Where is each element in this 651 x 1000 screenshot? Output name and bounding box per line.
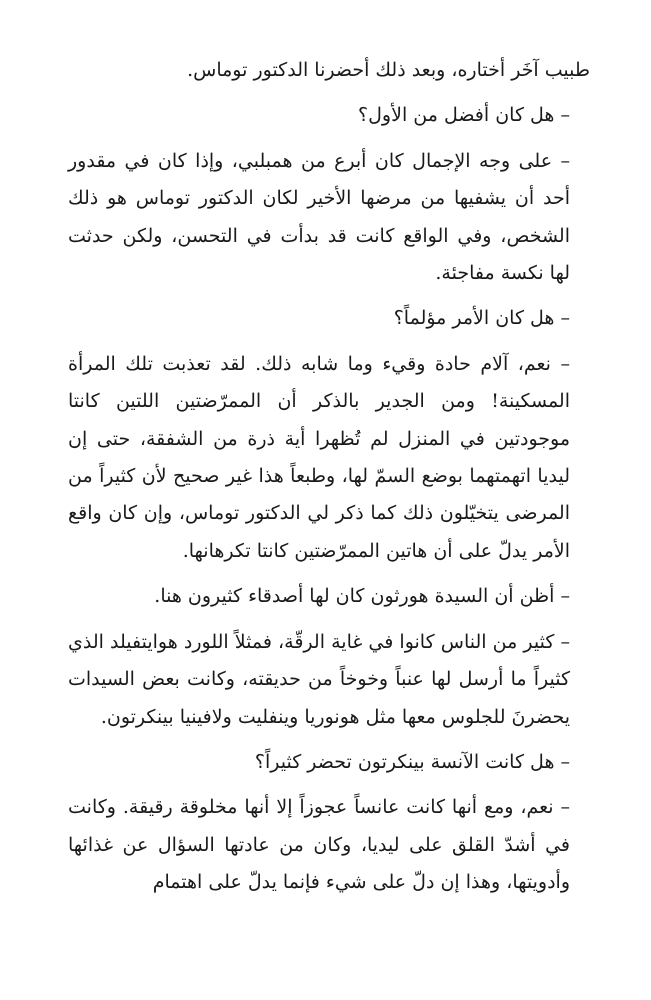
paragraph-3: – على وجه الإجمال كان أبرع من همبلبي، وإذا كان في مقدور أحد أن يشفيها من مرضها الأخير لكان الدكتور توماس هو ذلك الشخص، وفي الواقع كانت قد بدأت في التحسن، ولكن حدثت لها نكسة مفاجئة. xyxy=(68,149,570,285)
paragraph-6: – أظن أن السيدة هورثون كان لها أصدقاء كثيرون هنا. xyxy=(154,585,570,608)
paragraph-5: – نعم، آلام حادة وقيء وما شابه ذلك. لقد تعذبت تلك المرأة المسكينة! ومن الجدير بالذكر أن الممرّضتين اللتين كانتا موجودتين في المنزل لم تُظهرا أية ذرة من الشفقة، حتى إن ليديا اتهمتهما بوضع السمّ لها، وطبعاً هذا غير صحيح لأن كثيراً من المرضى يتخيّلون ذلك كما ذكر لي الدكتور توماس، وإن كان واقع الأمر يدلّ على أن هاتين الممرّضتين كانتا تكرهانها. xyxy=(68,352,570,562)
paragraph-9: – نعم، ومع أنها كانت عانساً عجوزاً إلا أنها مخلوقة رقيقة. وكانت في أشدّ القلق على ليديا، وكان من عادتها السؤال عن غذائها وأدويتها، وهذا إن دلّ على شيء فإنما يدلّ على اهتمام xyxy=(68,796,570,894)
paragraph-7: – كثير من الناس كانوا في غاية الرقّة، فمثلاً اللورد هوايتفيلد الذي كثيراً ما أرسل لها عنباً وخوخاً من حديقته، وكانت بعض السيدات يحضرنَ للجلوس معها مثل هونوريا وينفليت ولافينيا بينكرتون. xyxy=(68,630,570,728)
paragraph-4: – هل كان الأمر مؤلماً؟ xyxy=(393,307,570,330)
page-body xyxy=(68,52,590,910)
paragraph-1: طبيب آخَر أختاره، وبعد ذلك أحضرنا الدكتور توماس. xyxy=(187,59,590,81)
paragraph-8: – هل كانت الآنسة بينكرتون تحضر كثيراً؟ xyxy=(254,750,570,773)
paragraph-2: – هل كان أفضل من الأول؟ xyxy=(358,104,570,127)
